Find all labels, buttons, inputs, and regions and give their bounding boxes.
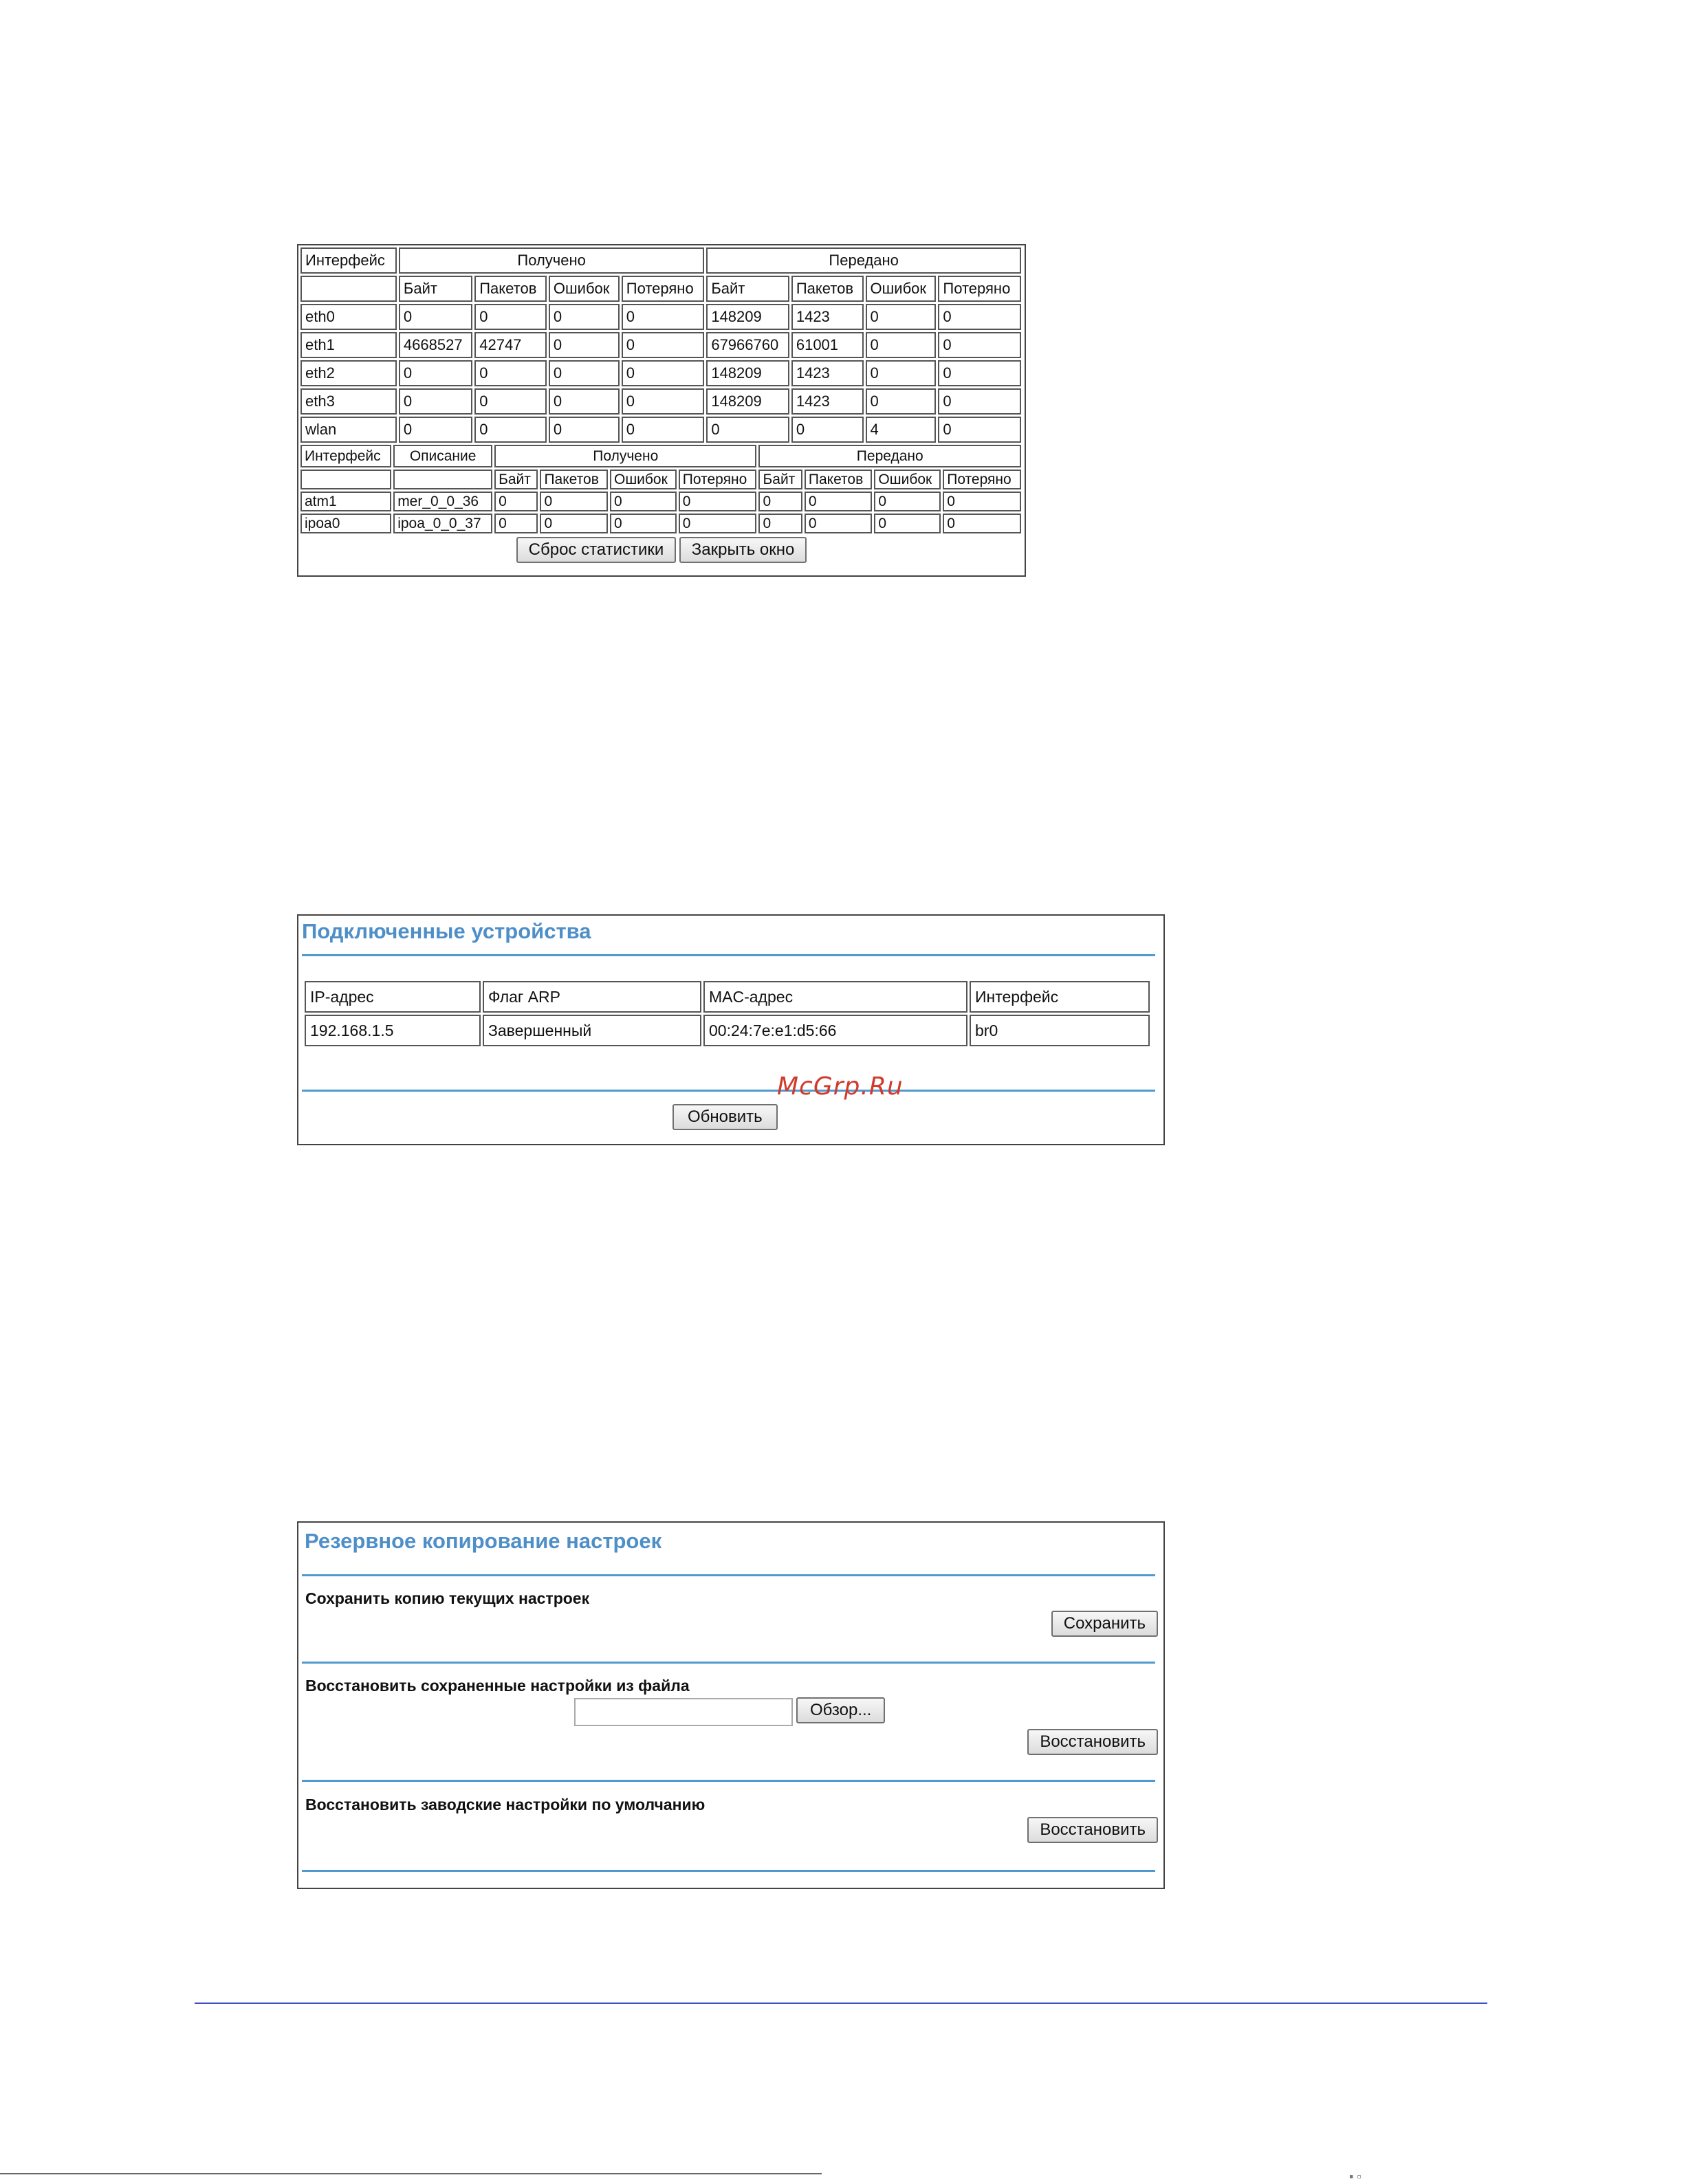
device-arp-flag: Завершенный bbox=[483, 1015, 701, 1046]
interface-name: atm1 bbox=[300, 492, 391, 511]
interface-name: eth0 bbox=[300, 304, 397, 330]
table-row bbox=[300, 514, 1021, 533]
subheader-cell: Пакетов bbox=[540, 470, 608, 489]
table-row bbox=[300, 417, 1021, 443]
divider bbox=[302, 1780, 1155, 1782]
subheader-cell: Ошибок bbox=[874, 470, 941, 489]
backup-settings-panel bbox=[297, 1521, 1165, 1889]
save-copy-label: Сохранить копию текущих настроек bbox=[305, 1589, 590, 1607]
stat-value: 0 bbox=[679, 514, 757, 533]
table-row bbox=[300, 332, 1021, 358]
stat-value: 0 bbox=[943, 514, 1021, 533]
stat-value: 0 bbox=[943, 492, 1021, 511]
stat-value: 0 bbox=[494, 492, 538, 511]
table-row bbox=[300, 304, 1021, 330]
stat-value: 0 bbox=[540, 514, 608, 533]
stat-value: 0 bbox=[549, 304, 620, 330]
refresh-button[interactable]: Обновить bbox=[672, 1104, 778, 1130]
column-header-mac: MAC-адрес bbox=[703, 981, 967, 1013]
header-received: Получено bbox=[494, 445, 756, 467]
stat-value: 0 bbox=[549, 388, 620, 415]
stat-value: 0 bbox=[540, 492, 608, 511]
header-empty bbox=[393, 470, 492, 489]
page-title: Резервное копирование настроек bbox=[305, 1529, 662, 1553]
close-window-button[interactable]: Закрыть окно bbox=[679, 537, 807, 563]
column-header-arp-flag: Флаг ARP bbox=[483, 981, 701, 1013]
interface-name: eth1 bbox=[300, 332, 397, 358]
column-header-ip: IP-адрес bbox=[305, 981, 481, 1013]
browse-button[interactable]: Обзор... bbox=[796, 1697, 885, 1723]
stat-value: 0 bbox=[938, 417, 1021, 443]
column-header-interface: Интерфейс bbox=[970, 981, 1150, 1013]
stat-value: 0 bbox=[679, 492, 757, 511]
stat-value: 0 bbox=[399, 304, 472, 330]
subheader-cell: Пакетов bbox=[791, 276, 864, 302]
backup-file-input[interactable] bbox=[574, 1698, 793, 1726]
interface-description: ipoa_0_0_37 bbox=[393, 514, 492, 533]
stat-value: 0 bbox=[866, 360, 937, 386]
stat-value: 0 bbox=[791, 417, 864, 443]
save-button[interactable]: Сохранить bbox=[1051, 1611, 1158, 1637]
interface-description: mer_0_0_36 bbox=[393, 492, 492, 511]
stat-value: 0 bbox=[622, 304, 705, 330]
wan-statistics-table bbox=[298, 443, 1023, 536]
stat-value: 0 bbox=[474, 388, 547, 415]
subheader-cell: Ошибок bbox=[866, 276, 937, 302]
stat-value: 0 bbox=[622, 417, 705, 443]
header-empty bbox=[300, 470, 391, 489]
stat-value: 0 bbox=[866, 304, 937, 330]
stat-value: 0 bbox=[494, 514, 538, 533]
device-interface: br0 bbox=[970, 1015, 1150, 1046]
devices-table bbox=[303, 979, 1152, 1048]
stat-value: 0 bbox=[805, 492, 873, 511]
subheader-cell: Байт bbox=[494, 470, 538, 489]
stat-value: 0 bbox=[610, 492, 677, 511]
stat-value: 148209 bbox=[706, 388, 789, 415]
lan-statistics-table bbox=[298, 245, 1023, 445]
stat-value: 4 bbox=[866, 417, 937, 443]
stat-value: 0 bbox=[866, 388, 937, 415]
stat-value: 0 bbox=[622, 360, 705, 386]
page-bottom-rule bbox=[0, 2173, 822, 2174]
stat-value: 0 bbox=[866, 332, 937, 358]
subheader-cell: Потеряно bbox=[943, 470, 1021, 489]
stat-value: 0 bbox=[474, 360, 547, 386]
table-row bbox=[300, 360, 1021, 386]
device-ip: 192.168.1.5 bbox=[305, 1015, 481, 1046]
subheader-cell: Пакетов bbox=[474, 276, 547, 302]
stat-value: 42747 bbox=[474, 332, 547, 358]
stat-value: 4668527 bbox=[399, 332, 472, 358]
header-description: Описание bbox=[393, 445, 492, 467]
table-row bbox=[300, 492, 1021, 511]
header-received: Получено bbox=[399, 247, 704, 274]
header-sent: Передано bbox=[706, 247, 1021, 274]
interface-statistics-panel bbox=[297, 244, 1026, 577]
lan-statistics-rows bbox=[300, 304, 1021, 443]
stat-value: 0 bbox=[805, 514, 873, 533]
stat-value: 61001 bbox=[791, 332, 864, 358]
factory-reset-label: Восстановить заводские настройки по умолчанию bbox=[305, 1796, 706, 1813]
stat-value: 1423 bbox=[791, 388, 864, 415]
stat-value: 1423 bbox=[791, 360, 864, 386]
subheader-cell: Потеряно bbox=[622, 276, 705, 302]
subheader-cell: Байт bbox=[706, 276, 789, 302]
subheader-cell: Потеряно bbox=[679, 470, 757, 489]
table-row bbox=[300, 388, 1021, 415]
stat-value: 0 bbox=[622, 332, 705, 358]
interface-name: wlan bbox=[300, 417, 397, 443]
subheader-cell: Потеряно bbox=[938, 276, 1021, 302]
page-title: Подключенные устройства bbox=[302, 919, 591, 943]
restore-file-label: Восстановить сохраненные настройки из файла bbox=[305, 1677, 690, 1695]
header-interface: Интерфейс bbox=[300, 445, 391, 467]
interface-name: eth3 bbox=[300, 388, 397, 415]
subheader-cell: Пакетов bbox=[805, 470, 873, 489]
subheader-cell: Ошибок bbox=[610, 470, 677, 489]
connected-devices-panel bbox=[297, 914, 1165, 1145]
subheader-cell: Ошибок bbox=[549, 276, 620, 302]
stat-value: 0 bbox=[758, 492, 802, 511]
subheader-cell: Байт bbox=[758, 470, 802, 489]
divider bbox=[302, 1662, 1155, 1664]
stat-value: 148209 bbox=[706, 360, 789, 386]
divider bbox=[302, 1090, 1155, 1092]
restore-from-file-button[interactable]: Восстановить bbox=[1027, 1729, 1158, 1755]
device-mac: 00:24:7e:e1:d5:66 bbox=[703, 1015, 967, 1046]
interface-name: eth2 bbox=[300, 360, 397, 386]
watermark-text: McGrp.Ru bbox=[777, 1072, 904, 1101]
divider bbox=[302, 1574, 1155, 1576]
stat-value: 0 bbox=[938, 304, 1021, 330]
stat-value: 1423 bbox=[791, 304, 864, 330]
factory-reset-button[interactable]: Восстановить bbox=[1027, 1817, 1158, 1843]
stat-value: 0 bbox=[874, 514, 941, 533]
stat-value: 0 bbox=[610, 514, 677, 533]
stat-value: 148209 bbox=[706, 304, 789, 330]
stat-value: 0 bbox=[474, 304, 547, 330]
stat-value: 0 bbox=[938, 388, 1021, 415]
stat-value: 0 bbox=[399, 388, 472, 415]
stat-value: 0 bbox=[758, 514, 802, 533]
reset-statistics-button[interactable]: Сброс статистики bbox=[516, 537, 677, 563]
stat-value: 0 bbox=[706, 417, 789, 443]
table-row bbox=[305, 1015, 1150, 1046]
stat-value: 67966760 bbox=[706, 332, 789, 358]
stat-value: 0 bbox=[874, 492, 941, 511]
wan-statistics-rows bbox=[300, 492, 1021, 533]
header-empty bbox=[300, 276, 397, 302]
stat-value: 0 bbox=[938, 360, 1021, 386]
footer-divider bbox=[195, 2003, 1487, 2004]
divider bbox=[302, 954, 1155, 956]
stat-value: 0 bbox=[622, 388, 705, 415]
page-corner-mark: ▪ ▫ bbox=[1349, 2170, 1362, 2183]
interface-name: ipoa0 bbox=[300, 514, 391, 533]
stat-value: 0 bbox=[549, 360, 620, 386]
statistics-actions bbox=[298, 537, 1025, 563]
divider bbox=[302, 1870, 1155, 1872]
header-interface: Интерфейс bbox=[300, 247, 397, 274]
header-sent: Передано bbox=[758, 445, 1021, 467]
stat-value: 0 bbox=[399, 417, 472, 443]
stat-value: 0 bbox=[938, 332, 1021, 358]
stat-value: 0 bbox=[549, 332, 620, 358]
stat-value: 0 bbox=[474, 417, 547, 443]
stat-value: 0 bbox=[399, 360, 472, 386]
subheader-cell: Байт bbox=[399, 276, 472, 302]
stat-value: 0 bbox=[549, 417, 620, 443]
